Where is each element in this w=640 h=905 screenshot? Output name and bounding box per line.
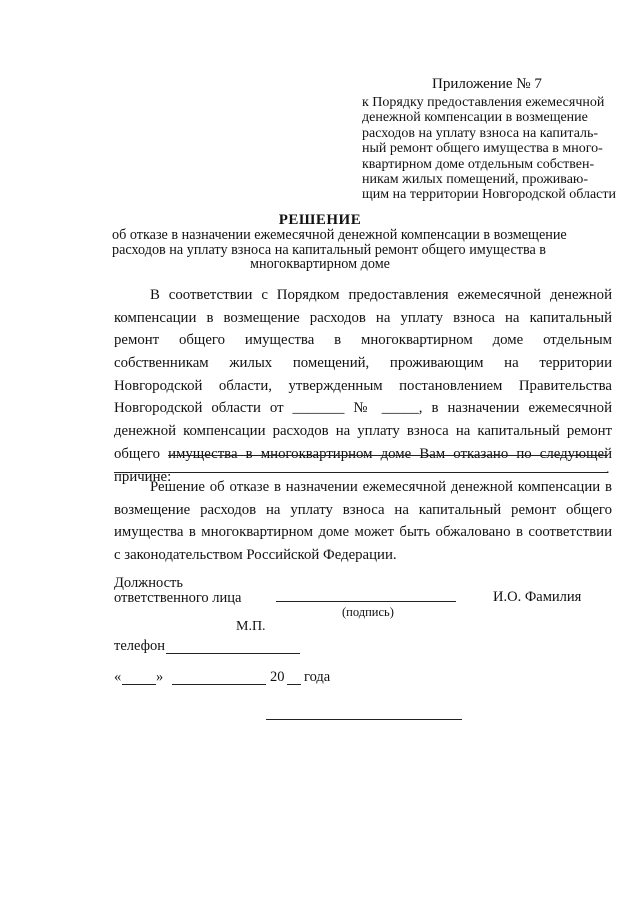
date-year-prefix: 20 [270, 669, 285, 685]
paragraph-line: ремонт общего имущества в многоквартирном доме отдельным [114, 332, 612, 349]
official-position [114, 576, 242, 606]
position-line: Должность [114, 575, 183, 591]
reason-label: причине: [114, 468, 172, 485]
date-month-line [172, 684, 266, 685]
appendix-line: квартирном доме отдельным собствен- [362, 156, 595, 172]
decision-subtitle [112, 227, 567, 272]
decision-body-paragraph [114, 284, 612, 488]
paragraph-line: Решение об отказе в назначении ежемесячной денежной компенсации в [150, 479, 612, 495]
paragraph-line: имущества в многоквартирном доме может быть обжаловано в соответствии [114, 524, 612, 540]
signatory-name: И.О. Фамилия [493, 589, 582, 605]
stamp-place: М.П. [236, 619, 266, 634]
paragraph-line: собственникам жилых помещений, проживающим на территории [114, 355, 612, 372]
appendix-reference [362, 95, 617, 203]
subtitle-line: многоквартирном доме [250, 256, 390, 272]
appendix-line: никам жилых помещений, проживаю- [362, 172, 589, 188]
signature-line [276, 601, 456, 602]
signature-caption: (подпись) [342, 605, 394, 619]
subtitle-line: расходов на уплату взноса на капитальный ремонт общего имущества в [112, 241, 546, 258]
appendix-line: расходов на уплату взноса на капиталь- [362, 125, 599, 141]
date-open-quote: « [114, 669, 122, 685]
date-day-line [122, 684, 156, 685]
paragraph-line: Новгородской области от _______ № _____, в назначении ежемесячной [114, 400, 612, 417]
reason-fill-line [168, 455, 608, 456]
reason-end-mark: . [606, 462, 610, 477]
paragraph-line: возмещение расходов на уплату взноса на капитальный ремонт общего [114, 501, 612, 518]
appendix-title: Приложение № 7 [432, 76, 542, 92]
decision-title: РЕШЕНИЕ [278, 212, 362, 228]
appendix-line: денежной компенсации в возмещение [362, 110, 588, 126]
paragraph-line: компенсации в возмещение расходов на уплату взноса на капитальный [114, 309, 612, 326]
position-line: ответственного лица [114, 590, 242, 606]
subtitle-line: об отказе в назначении ежемесячной денежной компенсации в возмещение [112, 227, 567, 243]
paragraph-line: Новгородской области, утвержденным постановлением Правительства [114, 377, 612, 394]
phone-fill-line [166, 653, 300, 654]
date-suffix: года [304, 669, 331, 685]
paragraph-line: В соответствии с Порядком предоставления ежемесячной денежной [150, 287, 612, 303]
bottom-signature-line [266, 719, 462, 720]
date-close-quote: » [156, 669, 164, 685]
paragraph-line: денежной компенсации расходов на уплату взноса на капитальный ремонт [114, 423, 612, 440]
paragraph-line: с законодательством Российской Федерации. [114, 546, 397, 563]
reason-continuation-line [114, 472, 608, 473]
appendix-line: к Порядку предоставления ежемесячной [362, 95, 605, 110]
appendix-line: ный ремонт общего имущества в много- [362, 141, 603, 157]
paragraph-line: общего имущества в многоквартирном доме Вам отказано по следующей [114, 445, 612, 462]
phone-label: телефон [114, 638, 166, 654]
appeal-paragraph [114, 476, 612, 566]
date-year-line [287, 684, 301, 685]
appendix-line: щим на территории Новгородской области [362, 187, 617, 203]
